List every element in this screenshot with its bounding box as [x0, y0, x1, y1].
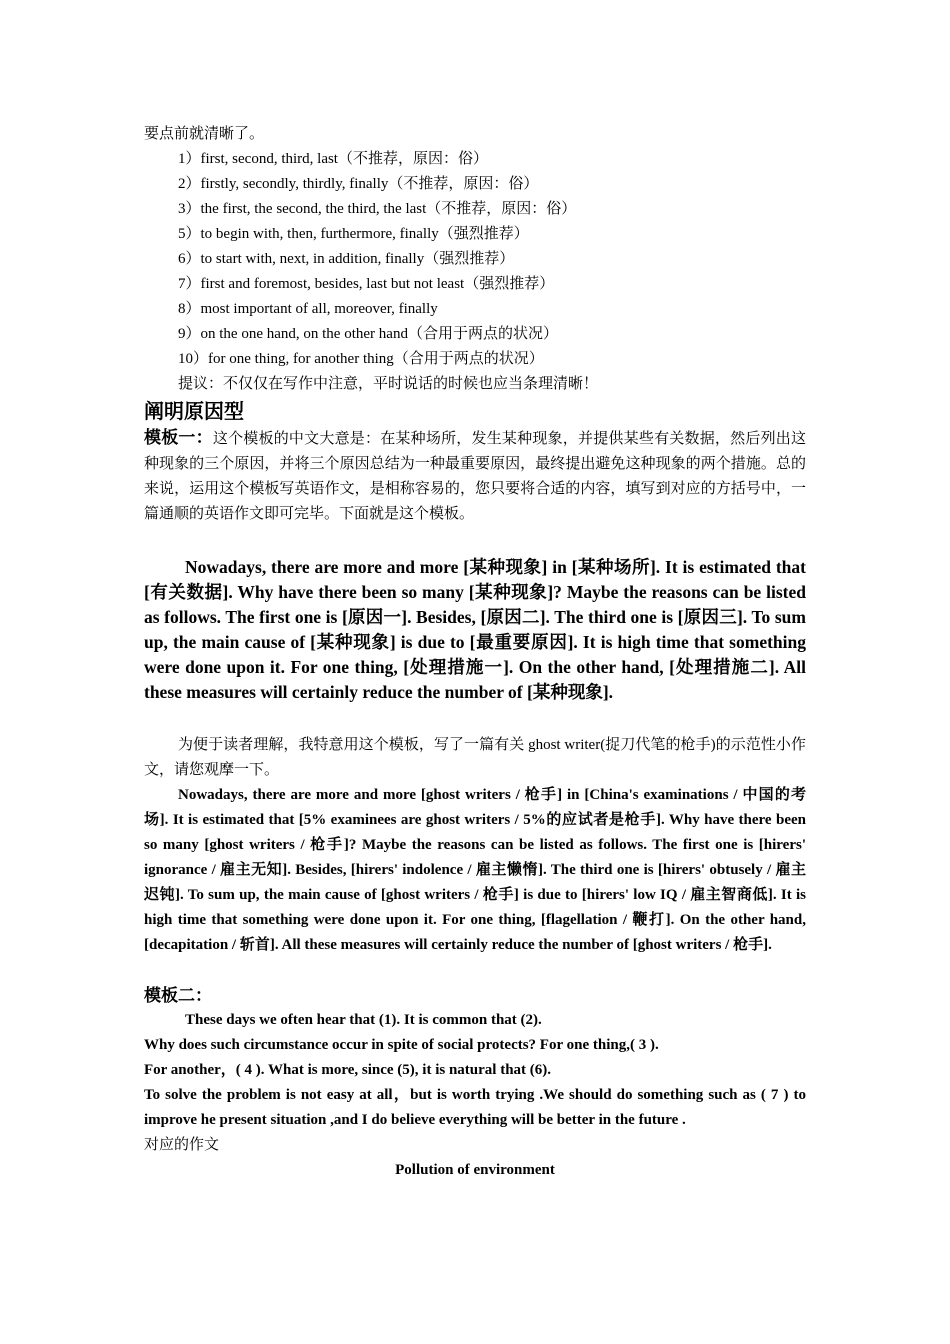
list-item: 8）most important of all, moreover, finally	[178, 301, 438, 317]
list-item: 3）the first, the second, the third, the last（不推荐，原因：俗）	[178, 201, 577, 217]
template2-label: 模板二：	[144, 986, 212, 1005]
list-item: 1）first, second, third, last（不推荐，原因：俗）	[178, 151, 488, 167]
list-item: 6）to start with, next, in addition, finally（强烈推荐）	[178, 251, 515, 267]
template2-line: These days we often hear that (1). It is common that (2).	[185, 1012, 542, 1028]
connector-list	[144, 147, 806, 372]
list-item: 9）on the one hand, on the other hand（合用于两点的状况）	[178, 326, 558, 342]
suggestion-text: 提议：不仅仅在写作中注意，平时说话的时候也应当条理清晰！	[178, 376, 599, 392]
template1-text: Nowadays, there are more and more [某种现象] in [某种场所]. It is estimated that [有关数据]. Why have there been so many [某种现象]? Maybe the reasons can be listed as follows. The first one is [原因一]. Besides, [原因二]. The third one is [原因三]. To sum up, the main cause of [某种现象] is due to [最重要原因]. It is high time that something were done upon it. For one thing, [处理措施一]. On the other hand, [处理措施二]. All these measures will certainly reduce the number of [某种现象].	[144, 557, 806, 702]
example-intro: 为便于读者理解，我特意用这个模板，写了一篇有关 ghost writer(捉刀代笔的枪手)的示范性小作文，请您观摩一下。	[144, 737, 806, 778]
list-item: 2）firstly, secondly, thirdly, finally（不推荐，原因：俗）	[178, 176, 539, 192]
intro-tail: 要点前就清晰了。	[144, 126, 265, 142]
template2-line: For another，( 4 ). What is more, since (5), it is natural that (6).	[144, 1062, 552, 1078]
document-body	[144, 122, 806, 1183]
template1-description-paragraph	[144, 425, 806, 527]
section-title: 阐明原因型	[144, 401, 244, 423]
list-item: 7）first and foremost, besides, last but not least（强烈推荐）	[178, 276, 555, 292]
example-essay: Nowadays, there are more and more [ghost writers / 枪手] in [China's examinations / 中国的考场]. It is estimated that [5% examinees are ghost writers / 5%的应试者是枪手]. Why have there been so many [ghost writers / 枪手]? Maybe the reasons can be listed as follows. The first one is [hirers' ignorance / 雇主无知]. Besides, [hirers' indolence / 雇主懒惰]. The third one is [hirers' obtusely / 雇主迟钝]. To sum up, the main cause of [ghost writers / 枪手] is due to [hirers' low IQ / 雇主智商低]. It is high time that something were done upon it. For one thing, [flagellation / 鞭打]. On the other hand, [decapitation / 斩首]. All these measures will certainly reduce the number of [ghost writers / 枪手].	[144, 787, 806, 953]
template2-line: Why does such circumstance occur in spite of social protects? For one thing,( 3 ).	[144, 1037, 659, 1053]
template2-line: To solve the problem is not easy at all，but is worth trying .We should do something such as ( 7 ) to improve he present situation ,and I do believe everything will be better in the future .	[144, 1087, 806, 1128]
list-item: 10）for one thing, for another thing（合用于两点的状况）	[178, 351, 544, 367]
template1-description: 这个模板的中文大意是：在某种场所，发生某种现象，并提供某些有关数据，然后列出这种现象的三个原因，并将三个原因总结为一种最重要原因，最终提出避免这种现象的两个措施。总的来说，运用这个模板写英语作文，是相称容易的，您只要将合适的内容，填写到对应的方括号中，一篇通顺的英语作文即可完毕。下面就是这个模板。	[144, 431, 806, 522]
template1-label: 模板一：	[144, 428, 213, 447]
template2-body	[144, 1008, 806, 1133]
essay-label: 对应的作文	[144, 1137, 220, 1153]
list-item: 5）to begin with, then, furthermore, finally（强烈推荐）	[178, 226, 529, 242]
essay-title: Pollution of environment	[395, 1162, 555, 1178]
